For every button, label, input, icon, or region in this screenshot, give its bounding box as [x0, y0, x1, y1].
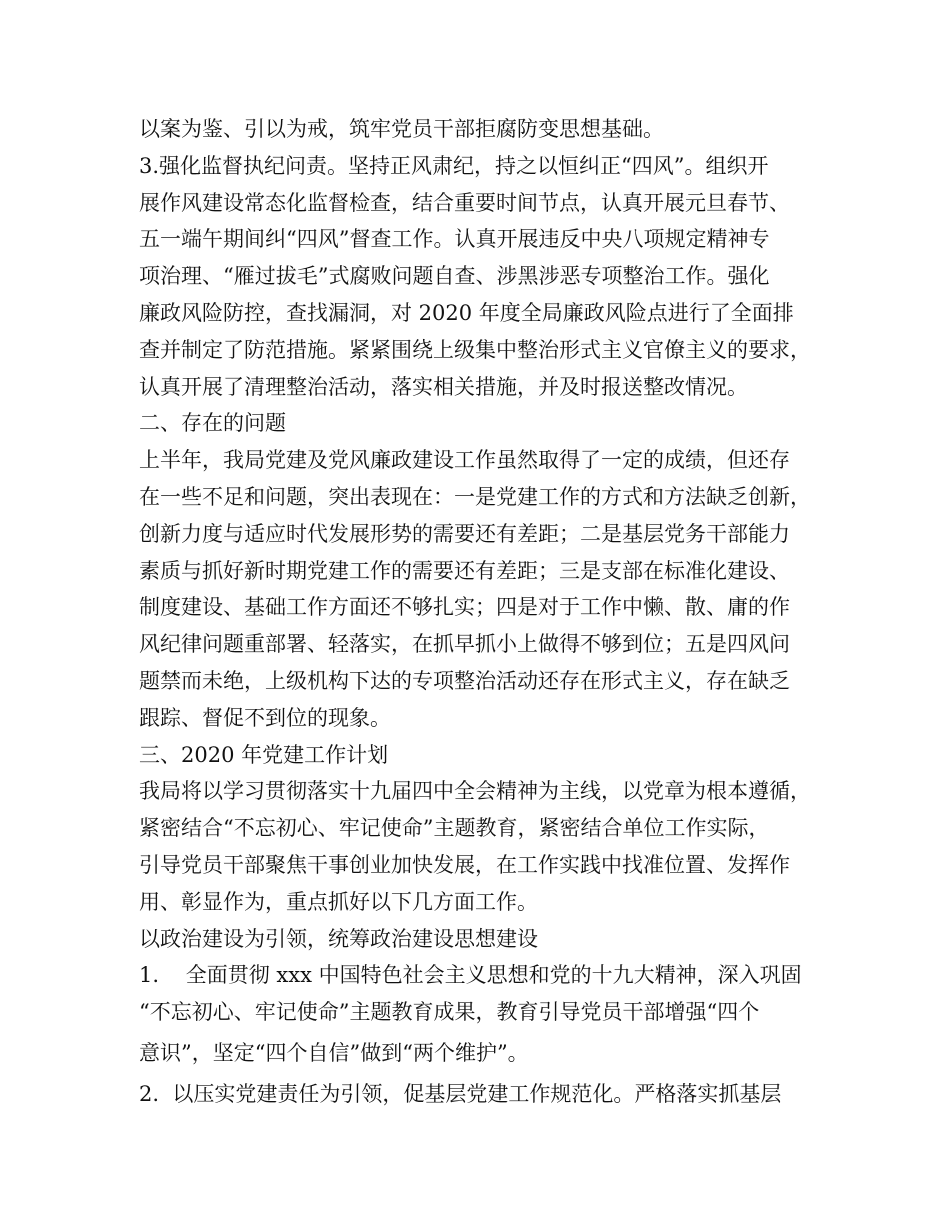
text-line: 跟踪、督促不到位的现象。 [139, 705, 391, 730]
text-line: 制度建设、基础工作方面还不够扎实；四是对于工作中懒、散、庸的作 [139, 595, 790, 620]
document-body [139, 111, 839, 1113]
text-line: 引导党员干部聚焦干事创业加快发展，在工作实践中找准位置、发挥作 [139, 852, 790, 877]
text-line: 用、彰显作为，重点抓好以下几方面工作。 [139, 889, 538, 914]
text-line: 我局将以学习贯彻落实十九届四中全会精神为主线，以党章为根本遵循， [139, 779, 811, 804]
text-line: 查并制定了防范措施。紧紧围绕上级集中整治形式主义官僚主义的要求， [139, 337, 811, 362]
text-line: 项治理、“雁过拔毛”式腐败问题自查、涉黑涉恶专项整治工作。强化 [139, 264, 770, 289]
text-line: 二、存在的问题 [139, 411, 286, 436]
text-line: 三、2020 年党建工作计划 [139, 742, 389, 767]
text-line: 题禁而未绝，上级机构下达的专项整治活动还存在形式主义，存在缺乏 [139, 668, 790, 693]
text-line: 意识”，坚定“四个自信”做到“两个维护”。 [139, 1040, 529, 1065]
text-line: “不忘初心、牢记使命”主题教育成果，教育引导党员干部增强“四个 [139, 1000, 760, 1025]
text-line: 创新力度与适应时代发展形势的需要还有差距；二是基层党务干部能力 [139, 521, 790, 546]
text-line: 五一端午期间纠“四风”督查工作。认真开展违反中央八项规定精神专 [139, 227, 770, 252]
text-line: 认真开展了清理整治活动，落实相关措施，并及时报送整改情况。 [139, 374, 748, 399]
text-line: 在一些不足和问题，突出表现在：一是党建工作的方式和方法缺乏创新， [139, 484, 811, 509]
text-line: 1. 全面贯彻 xxx 中国特色社会主义思想和党的十九大精神，深入巩固 [139, 963, 802, 988]
text-line: 展作风建设常态化监督检查，结合重要时间节点，认真开展元旦春节、 [139, 190, 790, 215]
text-line: 2. 以压实党建责任为引领，促基层党建工作规范化。严格落实抓基层 [139, 1081, 782, 1106]
text-line: 以政治建设为引领，统筹政治建设思想建设 [139, 926, 538, 951]
text-line: 3.强化监督执纪问责。坚持正风肃纪，持之以恒纠正“四风”。组织开 [139, 153, 769, 178]
text-line: 廉政风险防控，查找漏洞，对 2020 年度全局廉政风险点进行了全面排 [139, 300, 794, 325]
text-line: 风纪律问题重部署、轻落实，在抓早抓小上做得不够到位；五是四风问 [139, 632, 790, 657]
text-line: 紧密结合“不忘初心、牢记使命”主题教育，紧密结合单位工作实际， [139, 816, 770, 841]
text-line: 素质与抓好新时期党建工作的需要还有差距；三是支部在标准化建设、 [139, 558, 790, 583]
text-line: 上半年，我局党建及党风廉政建设工作虽然取得了一定的成绩，但还存 [139, 448, 790, 473]
text-line: 以案为鉴、引以为戒，筑牢党员干部拒腐防变思想基础。 [139, 117, 664, 141]
